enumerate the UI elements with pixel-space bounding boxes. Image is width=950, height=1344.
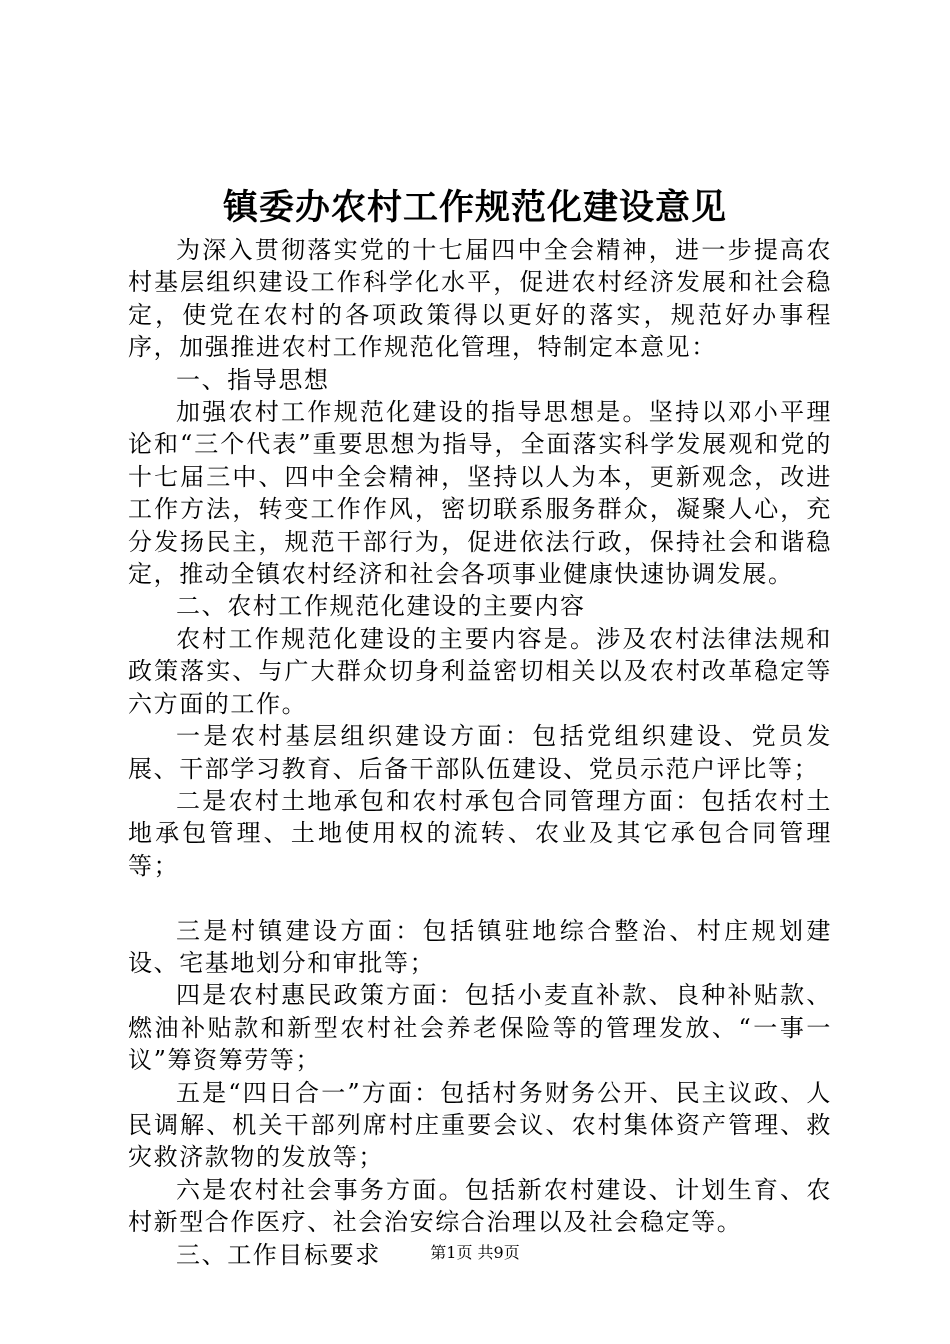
list-item-6: 六是农村社会事务方面。包括新农村建设、计划生育、农村新型合作医疗、社会治安综合治理以及社会稳定等。 (128, 1175, 832, 1237)
list-item-4: 四是农村惠民政策方面：包括小麦直补款、良种补贴款、燃油补贴款和新型农村社会养老保险等的管理发放、“一事一议”筹资筹劳等； (128, 981, 832, 1075)
list-item-1: 一是农村基层组织建设方面：包括党组织建设、党员发展、干部学习教育、后备干部队伍建设、党员示范户评比等； (128, 722, 832, 783)
paragraph-main-content: 农村工作规范化建设的主要内容是。涉及农村法律法规和政策落实、与广大群众切身利益密切相关以及农村改革稳定等六方面的工作。 (128, 624, 832, 718)
list-item-2: 二是农村土地承包和农村承包合同管理方面：包括农村土地承包管理、土地使用权的流转、农业及其它承包合同管理等； (128, 786, 832, 880)
document-body (128, 234, 832, 1271)
paragraph-guiding-thought: 加强农村工作规范化建设的指导思想是。坚持以邓小平理论和“三个代表”重要思想为指导，全面落实科学发展观和党的十七届三中、四中全会精神，坚持以人为本，更新观念，改进工作方法，转变工作作风，密切联系服务群众，凝聚人心，充分发扬民主，规范干部行为，促进依法行政，保持社会和谐稳定，推动全镇农村经济和社会各项事业健康快速协调发展。 (128, 398, 832, 589)
paragraph-intro: 为深入贯彻落实党的十七届四中全会精神，进一步提高农村基层组织建设工作科学化水平，促进农村经济发展和社会稳定，使党在农村的各项政策得以更好的落实，规范好办事程序，加强推进农村工作规范化管理，特制定本意见： (128, 236, 832, 362)
list-item-3: 三是村镇建设方面：包括镇驻地综合整治、村庄规划建设、宅基地划分和审批等； (128, 916, 832, 977)
blank-line (128, 882, 832, 914)
section-heading-3: 三、工作目标要求 (176, 1240, 381, 1269)
document-title: 镇委办农村工作规范化建设意见 (222, 187, 727, 228)
list-item-5: 五是“四日合一”方面：包括村务财务公开、民主议政、人民调解、机关干部列席村庄重要会议、农村集体资产管理、救灾救济款物的发放等； (128, 1078, 832, 1172)
page-number: 第1页 共9页 (430, 1243, 520, 1262)
section-heading-2: 二、农村工作规范化建设的主要内容 (176, 592, 586, 621)
section-heading-1: 一、指导思想 (176, 365, 330, 394)
